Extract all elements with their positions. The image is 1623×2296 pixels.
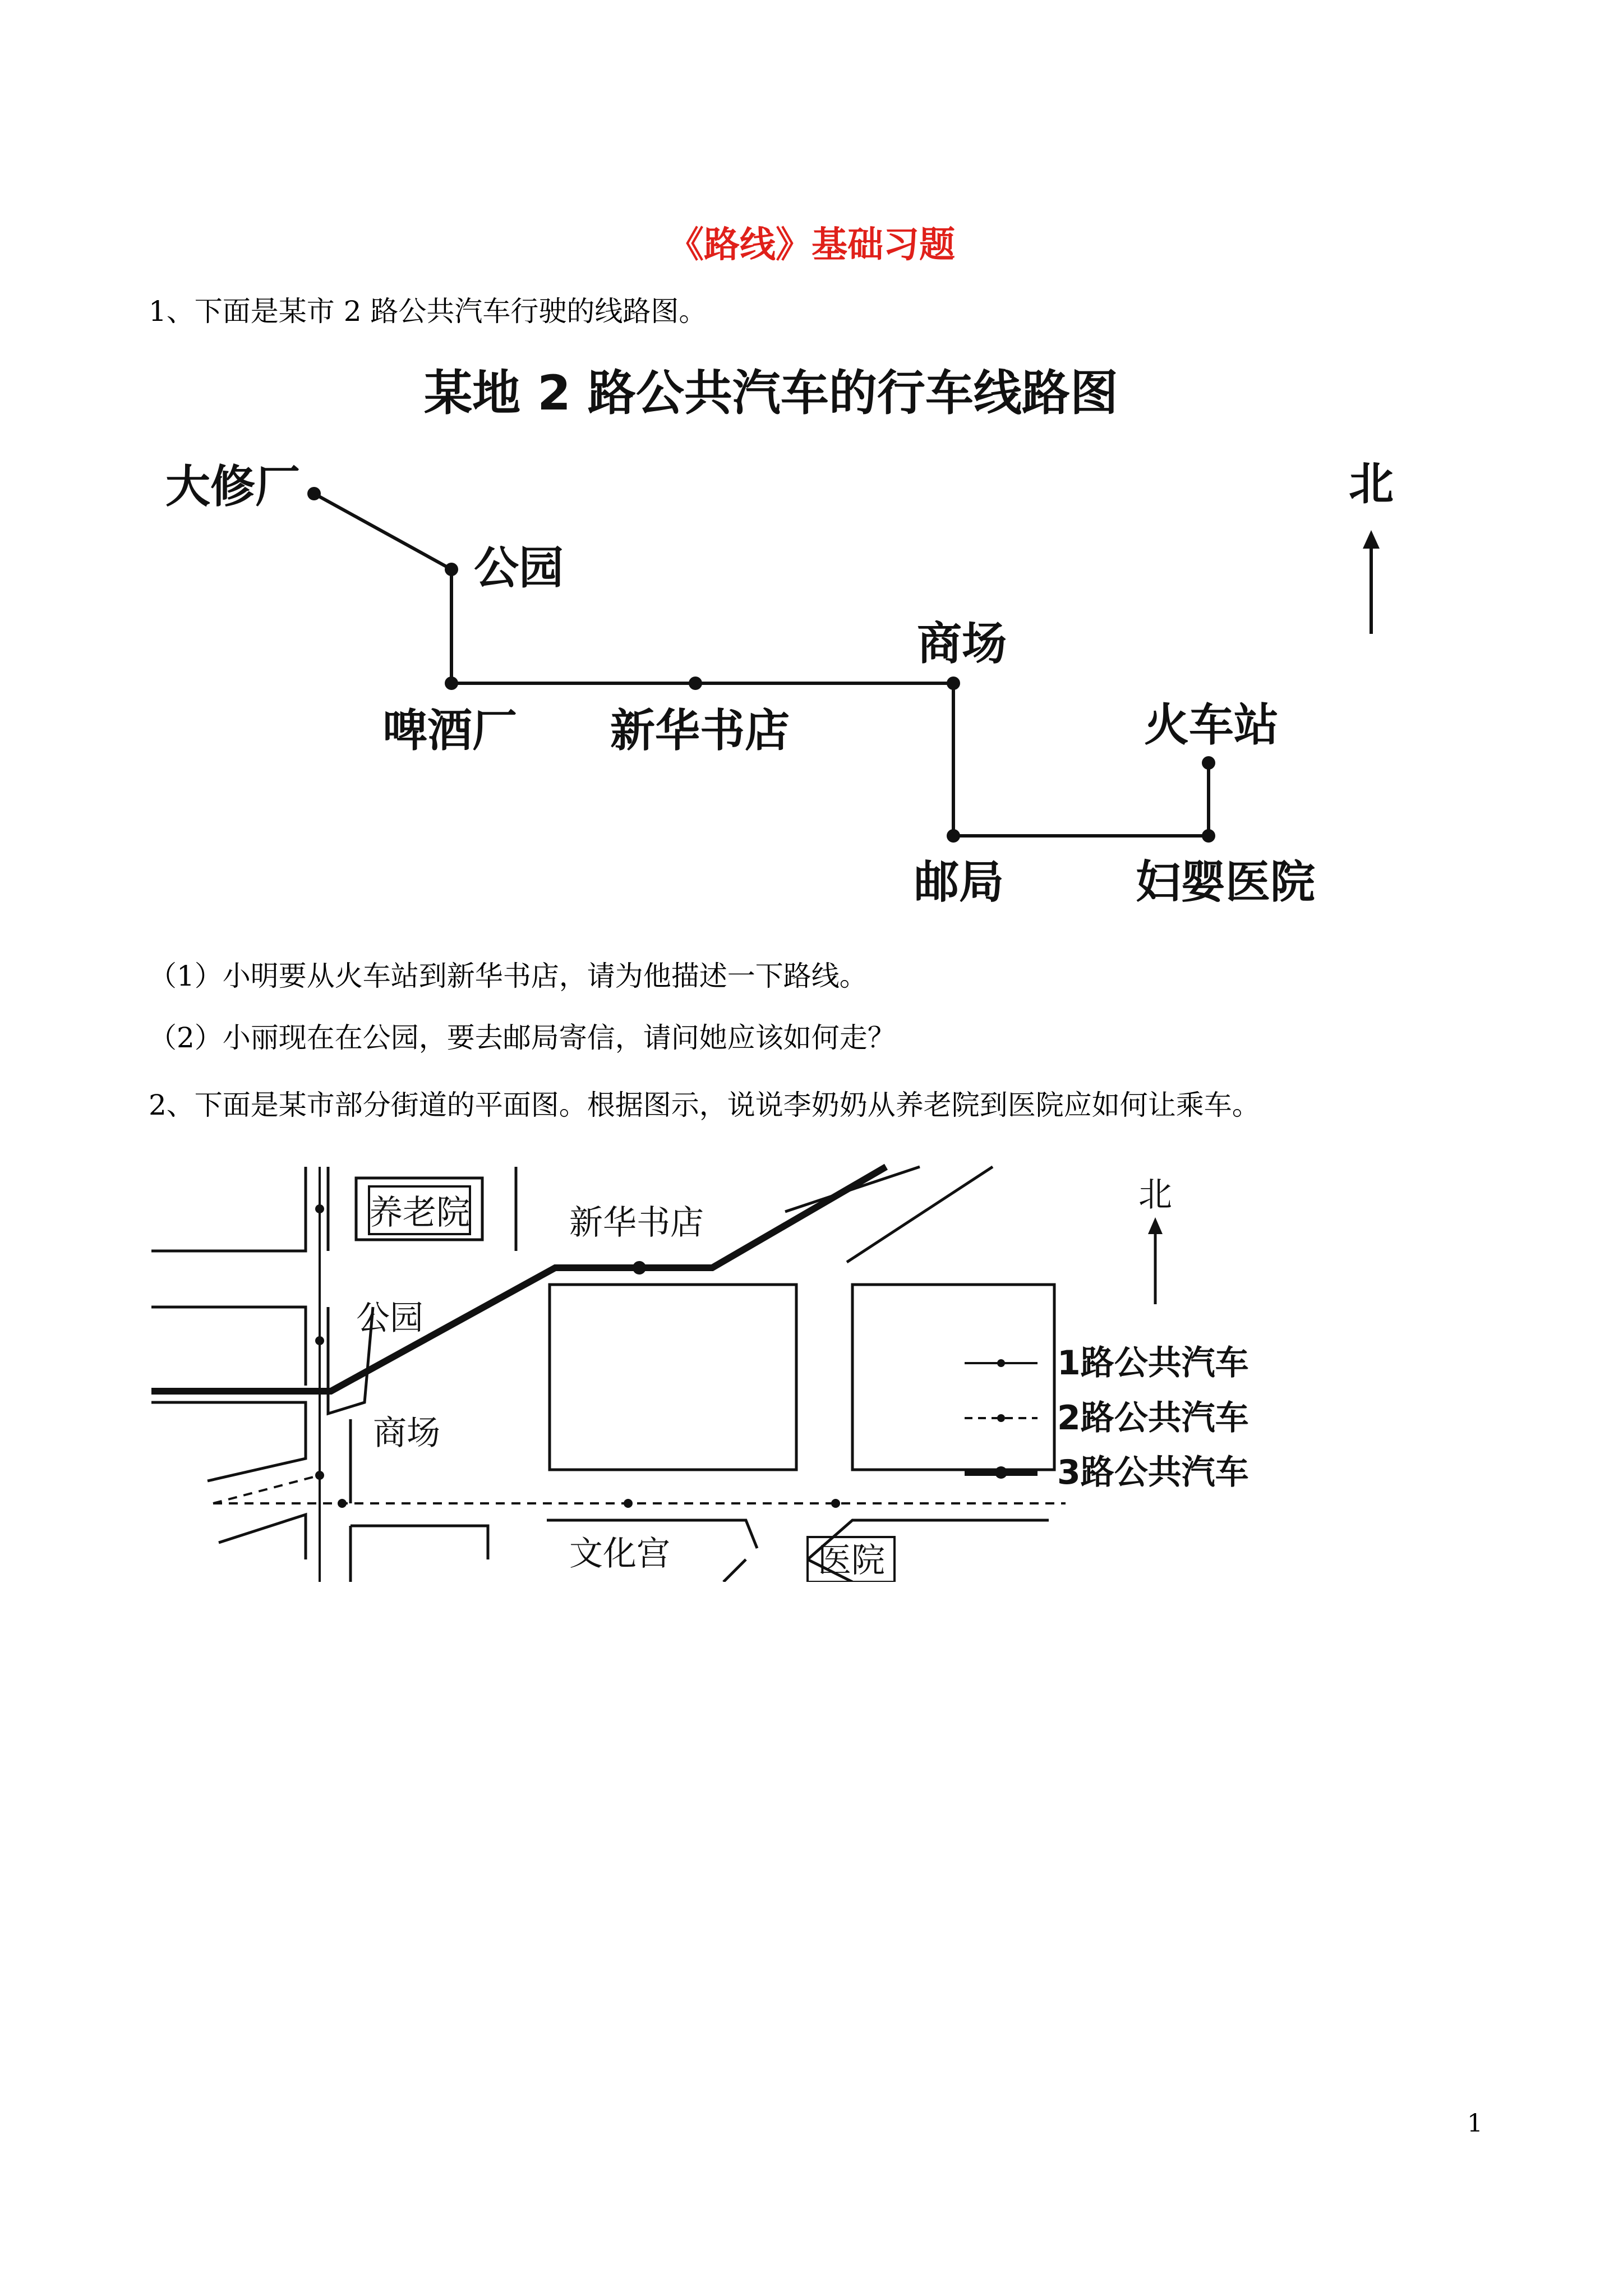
legend-label-3: 3路公共汽车 — [1057, 1453, 1249, 1492]
stop-shangchang-dot — [947, 677, 960, 690]
stop-huochezhan-dot — [1202, 756, 1215, 770]
north-label-2: 北 — [1138, 1175, 1172, 1214]
stop-pijiuchang-dot — [445, 677, 458, 690]
question-2-intro: 2、下面是某市部分街道的平面图。根据图示，说说李奶奶从养老院到医院应如何让乘车。 — [149, 1089, 1260, 1121]
bus-route-line — [314, 494, 1209, 836]
label-wenhuagong: 文化宫 — [569, 1534, 670, 1573]
label-pijiuchang: 啤酒厂 — [382, 705, 517, 757]
question-1-intro: 1、下面是某市 2 路公共汽车行驶的线路图。 — [149, 295, 707, 328]
label-huochezhan: 火车站 — [1144, 699, 1279, 751]
street-plan-figure — [151, 1156, 1284, 1582]
label-shangchang-2: 商场 — [373, 1414, 440, 1453]
legend-item-2 — [965, 1398, 1249, 1438]
north-arrow-icon-2 — [1138, 1175, 1172, 1304]
legend-item-1 — [965, 1343, 1249, 1383]
north-arrow-icon — [1349, 458, 1394, 634]
question-1-sub2: （2）小丽现在在公园，要去邮局寄信，请问她应该如何走？ — [149, 1022, 896, 1054]
label-yiyuan: 医院 — [818, 1541, 885, 1580]
bus-line-1 — [315, 1167, 324, 1582]
bus-line-2 — [213, 1475, 1066, 1508]
legend — [965, 1343, 1249, 1492]
legend-label-2: 2路公共汽车 — [1057, 1398, 1249, 1438]
question-1-sub1: （1）小明要从火车站到新华书店，请为他描述一下路线。 — [149, 960, 868, 992]
legend-item-3 — [965, 1453, 1249, 1492]
bus-line-3 — [151, 1167, 886, 1391]
legend-label-1: 1路公共汽车 — [1057, 1343, 1249, 1383]
page-title: 《路线》基础习题 — [668, 224, 955, 266]
stop-xinhua-dot — [689, 677, 702, 690]
label-yanglaoyuan: 养老院 — [369, 1193, 470, 1232]
stop-fuying-dot — [1202, 829, 1215, 843]
stop-youju-dot — [947, 829, 960, 843]
label-gongyuan-2: 公园 — [356, 1299, 423, 1338]
stop-daxiuchang-dot — [307, 487, 321, 500]
stop-gongyuan-dot — [445, 563, 458, 576]
route-map-figure — [140, 359, 1458, 965]
north-label: 北 — [1349, 458, 1394, 510]
label-shangchang: 商场 — [917, 618, 1007, 670]
label-xinhua-2: 新华书店 — [569, 1203, 704, 1243]
label-fuying: 妇婴医院 — [1136, 856, 1315, 908]
page-number: 1 — [1467, 2109, 1483, 2138]
label-daxiuchang: 大修厂 — [165, 461, 300, 513]
label-youju: 邮局 — [914, 856, 1004, 908]
map-title: 某地 2 路公共汽车的行车线路图 — [424, 365, 1118, 421]
label-gongyuan: 公园 — [474, 542, 564, 594]
label-xinhua: 新华书店 — [610, 705, 790, 757]
